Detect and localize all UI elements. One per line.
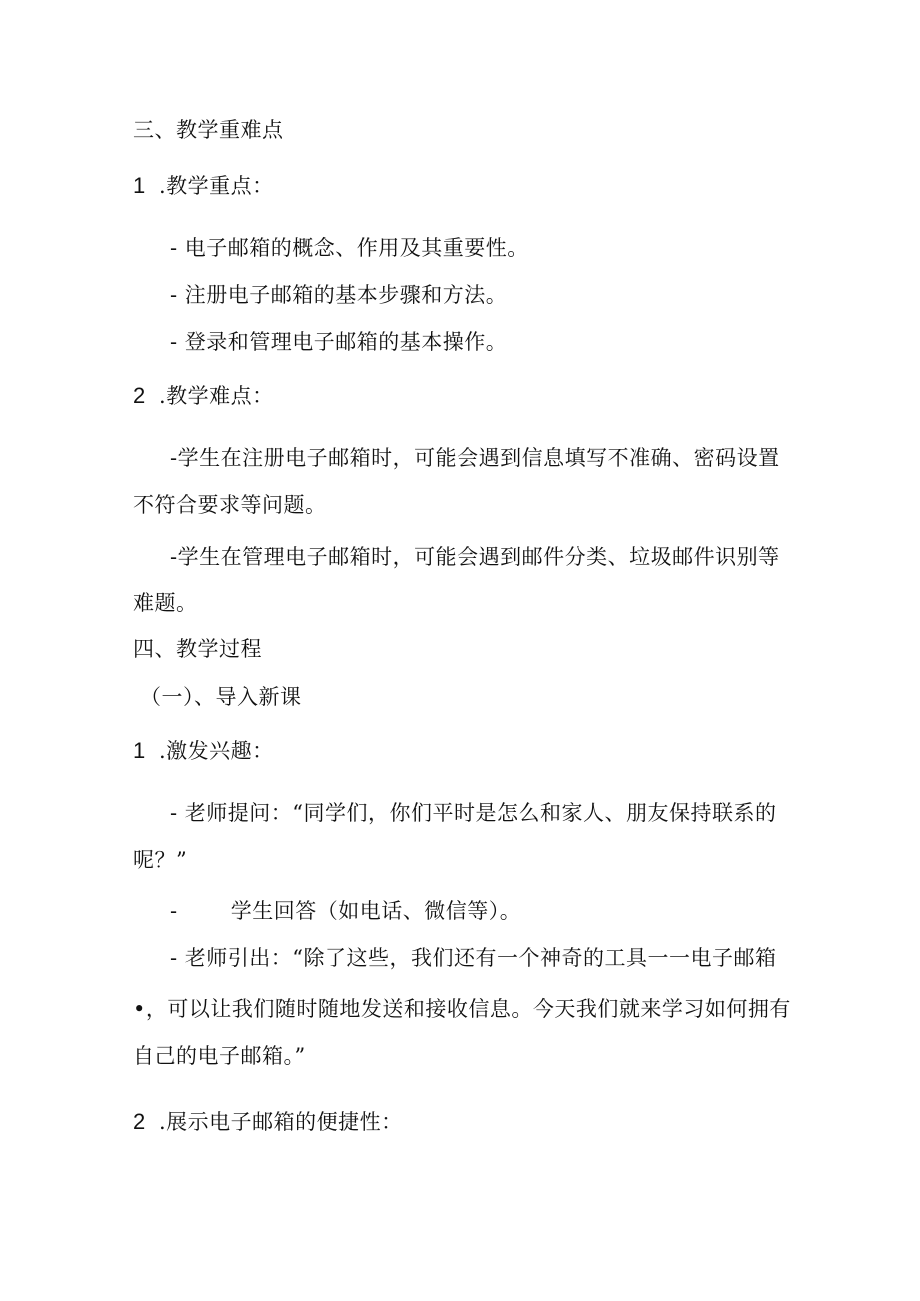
paragraph-manage-difficulty-line2: 难题。 [133,591,198,615]
teacher-intro-line1: - 老师引出：“除了这些，我们还有一个神奇的工具一一电子邮箱 [170,946,777,970]
bullet-register-steps: - 注册电子邮箱的基本步骤和方法。 [170,283,508,307]
teacher-intro-line3: 自己的电子邮箱。” [133,1044,306,1068]
item-label: .教学重点： [158,174,274,198]
list-item-show-convenience [133,1110,403,1134]
bullet-login-manage: - 登录和管理电子邮箱的基本操作。 [170,330,508,354]
item-number: 1 [133,738,146,763]
teacher-question-line2: 呢？” [133,848,188,872]
section-heading-key-points: 三、教学重难点 [133,118,284,142]
section-heading-process: 四、教学过程 [133,637,262,661]
answer-dash: - [170,899,178,923]
answer-text: 学生回答（如电话、微信等）。 [230,899,522,923]
item-label: .展示电子邮箱的便捷性： [158,1110,403,1134]
item-label: .激发兴趣： [158,739,274,763]
item-number: 2 [133,1109,146,1134]
item-number: 2 [133,383,146,408]
list-item-teaching-focus [133,174,274,198]
list-item-stimulate-interest [133,739,274,763]
subsection-heading-intro: （一）、导入新课 [140,685,302,709]
teacher-question-line1: - 老师提问：“同学们，你们平时是怎么和家人、朋友保持联系的 [170,801,777,825]
paragraph-register-difficulty-line2: 不符合要求等问题。 [133,493,327,517]
paragraph-manage-difficulty-line1: -学生在管理电子邮箱时，可能会遇到邮件分类、垃圾邮件识别等 [170,545,780,569]
list-item-teaching-difficulty [133,384,274,408]
student-answer [170,899,521,923]
bullet-email-concept: - 电子邮箱的概念、作用及其重要性。 [170,236,529,260]
paragraph-register-difficulty-line1: -学生在注册电子邮箱时，可能会遇到信息填写不准确、密码设置 [170,446,780,470]
item-label: .教学难点： [158,384,274,408]
teacher-intro-line2: •，可以让我们随时随地发送和接收信息。今天我们就来学习如何拥有 [133,997,791,1021]
item-number: 1 [133,173,146,198]
